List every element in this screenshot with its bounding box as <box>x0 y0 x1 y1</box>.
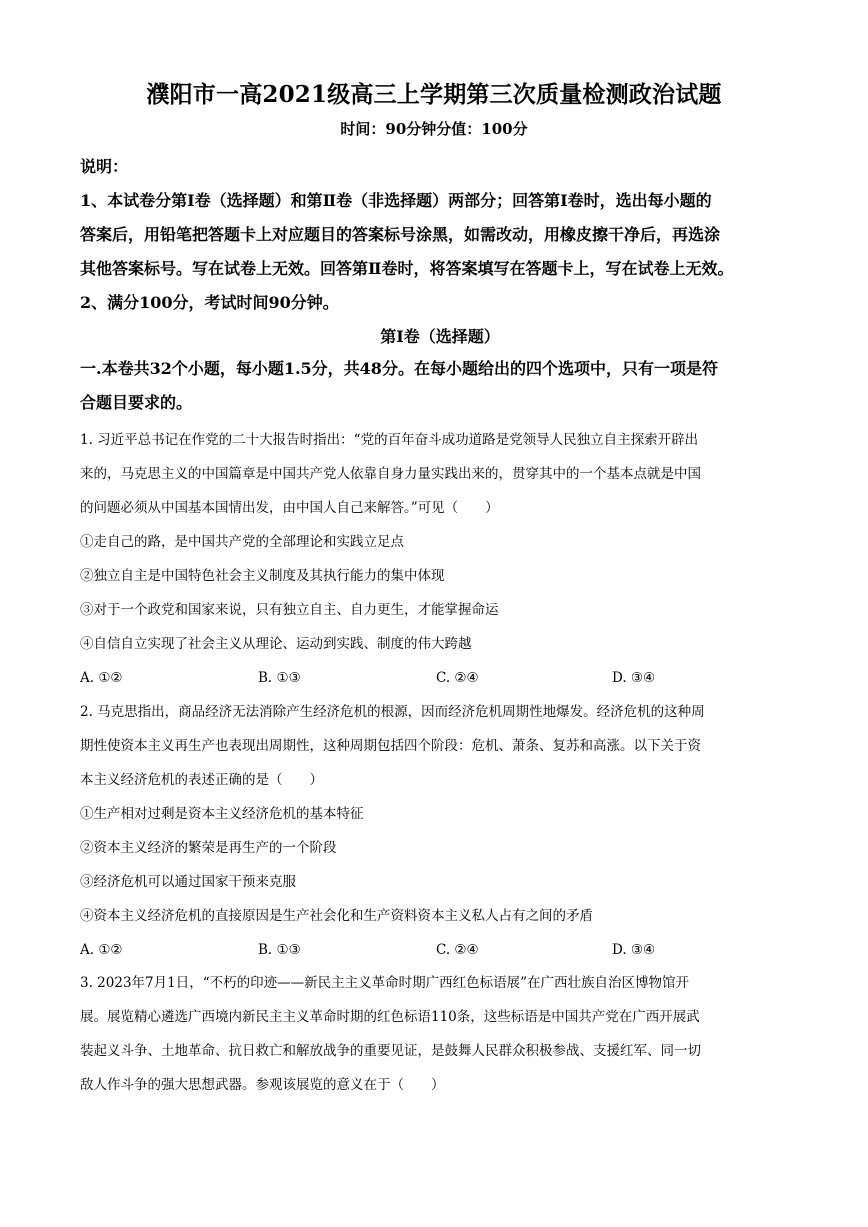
question-1 <box>80 423 800 695</box>
question-stem-line: 2. 马克思指出，商品经济无法消除产生经济危机的根源，因而经济危机周期性地爆发。经济危机的这种周 <box>80 704 705 720</box>
instructions-heading: 说明： <box>80 157 129 176</box>
question-statement: ②独立自主是中国特色社会主义制度及其执行能力的集中体现 <box>80 568 445 584</box>
section-intro-line: 合题目要求的。 <box>80 393 193 412</box>
question-statement: ④自信自立实现了社会主义从理论、运动到实践、制度的伟大跨越 <box>80 636 472 652</box>
exam-subtitle: 时间：90分钟分值：100分 <box>340 120 528 138</box>
option-b[interactable]: B. ①③ <box>258 942 301 958</box>
question-options <box>80 933 800 967</box>
question-statement: ③对于一个政党和国家来说，只有独立自主、自力更生，才能掌握命运 <box>80 602 499 618</box>
option-d[interactable]: D. ③④ <box>612 670 656 686</box>
option-a[interactable]: A. ①② <box>80 670 123 686</box>
instructions <box>80 150 800 320</box>
section-intro <box>80 352 800 420</box>
question-stem-line: 展。展览精心遴选广西境内新民主主义革命时期的红色标语110条，这些标语是中国共产党在广西开展武 <box>80 1009 700 1025</box>
question-statement: ①生产相对过剩是资本主义经济危机的基本特征 <box>80 806 364 822</box>
question-stem-line: 期性使资本主义再生产也表现出周期性，这种周期包括四个阶段：危机、萧条、复苏和高涨。以下关于资 <box>80 738 701 754</box>
instruction-line: 2、满分100分，考试时间90分钟。 <box>80 293 339 312</box>
question-stem-line: 1. 习近平总书记在作党的二十大报告时指出：“党的百年奋斗成功道路是党领导人民独立自主探索开辟出 <box>80 432 699 448</box>
question-2 <box>80 695 800 967</box>
question-options <box>80 661 800 695</box>
instruction-line: 其他答案标号。写在试卷上无效。回答第Ⅱ卷时，将答案填写在答题卡上，写在试卷上无效。 <box>80 259 734 278</box>
question-stem-line: 本主义经济危机的表述正确的是（ ） <box>80 772 323 788</box>
question-statement: ④资本主义经济危机的直接原因是生产社会化和生产资料资本主义私人占有之间的矛盾 <box>80 908 593 924</box>
option-a[interactable]: A. ①② <box>80 942 123 958</box>
question-stem-line: 敌人作斗争的强大思想武器。参观该展览的意义在于（ ） <box>80 1077 445 1093</box>
question-statement: ①走自己的路，是中国共产党的全部理论和实践立足点 <box>80 534 404 550</box>
question-stem-line: 来的，马克思主义的中国篇章是中国共产党人依靠自身力量实践出来的，贯穿其中的一个基本点就是中国 <box>80 466 701 482</box>
option-c[interactable]: C. ②④ <box>436 670 479 686</box>
question-stem-line: 装起义斗争、土地革命、抗日救亡和解放战争的重要见证，是鼓舞人民群众积极参战、支援红军、同一切 <box>80 1043 701 1059</box>
exam-title: 濮阳市一高2021级高三上学期第三次质量检测政治试题 <box>146 81 722 108</box>
section-intro-line: 一.本卷共32个小题，每小题1.5分，共48分。在每小题给出的四个选项中，只有一项是符 <box>80 359 718 378</box>
option-b[interactable]: B. ①③ <box>258 670 301 686</box>
question-stem-line: 3. 2023年7月1日，“不朽的印迹——新民主主义革命时期广西红色标语展”在广西壮族自治区博物馆开 <box>80 975 690 991</box>
instruction-line: 答案后，用铅笔把答题卡上对应题目的答案标号涂黑，如需改动，用橡皮擦干净后，再选涂 <box>80 225 721 244</box>
option-d[interactable]: D. ③④ <box>612 942 656 958</box>
instruction-line: 1、本试卷分第Ⅰ卷（选择题）和第Ⅱ卷（非选择题）两部分；回答第Ⅰ卷时，选出每小题的 <box>80 191 712 210</box>
section-title: 第Ⅰ卷（选择题） <box>380 327 500 346</box>
question-statement: ②资本主义经济的繁荣是再生产的一个阶段 <box>80 840 337 856</box>
question-statement: ③经济危机可以通过国家干预来克服 <box>80 874 296 890</box>
option-c[interactable]: C. ②④ <box>436 942 479 958</box>
question-3 <box>80 966 800 1102</box>
question-stem-line: 的问题必须从中国基本国情出发，由中国人自己来解答。”可见（ ） <box>80 500 499 516</box>
